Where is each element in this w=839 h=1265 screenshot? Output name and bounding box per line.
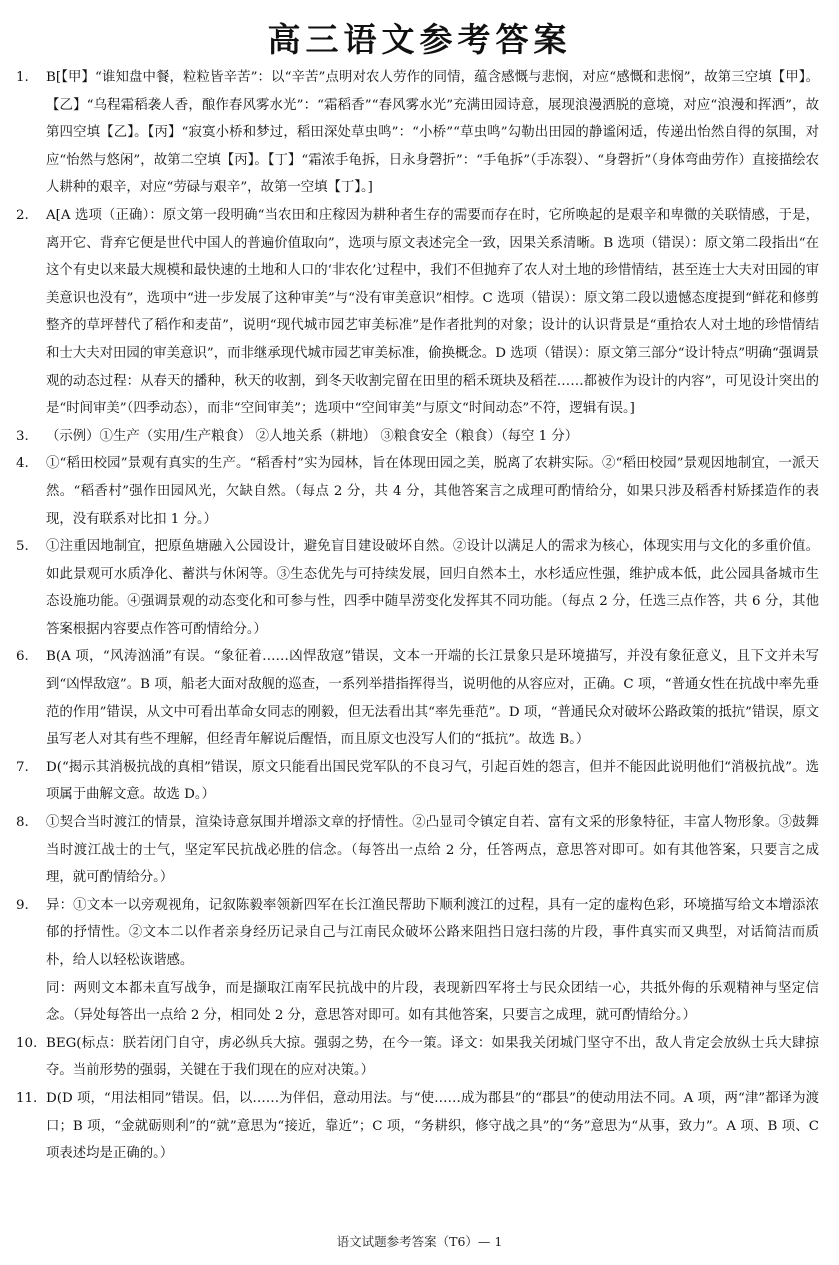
answer-text: BEG(标点：朕若闭门自守，虏必纵兵大掠。强弱之势，在今一策。译文：如果我关闭城门坚守不出，敌人肯定会放纵士兵大肆掠夺。当前形势的强弱，关键在于我们现在的应对决策。） [46, 1035, 819, 1079]
answer-item-4 [16, 450, 819, 533]
answer-text: 异：①文本一以旁观视角，记叙陈毅率领新四军在长江渔民帮助下顺利渡江的过程，具有一定的虚构色彩，环境描写给文本增添浓郁的抒情性。②文本二以作者亲身经历记录自己与江南民众破坏公路来阻挡日寇扫荡的片段，事件真实而又典型，对话简洁而质朴，给人以轻松诙谐感。 [46, 897, 819, 968]
answer-text: B[【甲】“谁知盘中餐，粒粒皆辛苦”：以“辛苦”点明对农人劳作的同情，蕴含感慨与悲悯，对应“感慨和悲悯”，故第三空填【甲】。【乙】“乌程霜稻袭人香，酿作春风雾水光”：“霜稻香”“春风雾水光”充满田园诗意，展现浪漫洒脱的意境，对应“浪漫和挥洒”，故第四空填【乙】。【丙】“寂寞小桥和梦过，稻田深处草虫鸣”：“小桥”“草虫鸣”勾勒出田园的静谧闲适，传递出怡然自得的氛围，对应“怡然与悠闲”，故第二空填【丙】。【丁】“霜浓手龟拆，日永身磬折”：“手龟拆”（手冻裂）、“身磬折”（身体弯曲劳作）直接描绘农人耕种的艰辛，对应“劳碌与艰辛”，故第一空填【丁】。] [46, 70, 819, 196]
answer-item-7 [16, 754, 819, 809]
answer-text: A[A 选项（正确）：原文第一段明确“当农田和庄稼因为耕种者生存的需要而存在时，它所唤起的是艰辛和卑微的关联情感，于是，离开它、背弃它便是世代中国人的普遍价值取向”，选项与原文表述完全一致，因果关系清晰。B 选项（错误）：原文第二段指出“在这个有史以来最大规模和最快速的土地和人口的‘非农化’过程中，我们不但抛弃了农人对土地的珍惜情结，甚至连士大夫对田园的审美意识也没有”，选项中“进一步发展了这种审美”与“没有审美意识”相悖。C 选项（错误）：原文第二段以遗憾态度提到“鲜花和修剪整齐的草坪替代了稻作和麦苗”，说明“现代城市园艺审美标准”是作者批判的对象；设计的认识背景是“重拾农人对土地的珍惜情结和士大夫对田园的审美意识”，而非继承现代城市园艺审美标准，偷换概念。D 选项（错误）：原文第三部分“设计特点”明确“强调景观的动态过程：从春天的播种，秋天的收割，到冬天收割完留在田里的稻禾斑块及稻茬……都被作为设计的内容”，可见设计突出的是“时间审美”（四季动态），而非“空间审美”；选项中“空间审美”与原文“时间动态”不符，逻辑有误。] [46, 207, 819, 417]
page-footer: 语文试题参考答案（T6）— 1 [336, 1234, 503, 1249]
answer-item-11 [16, 1085, 819, 1168]
answer-item-2 [16, 202, 819, 423]
answer-number: 2. [16, 207, 29, 223]
answer-text: ①注重因地制宜，把原鱼塘融入公园设计，避免盲目建设破坏自然。②设计以满足人的需求为核心，体现实用与文化的多重价值。如此景观可水质净化、蓄洪与休闲等。③生态优先与可持续发展，回归自然本土，水杉适应性强，维护成本低，此公园具备城市生态设施功能。④强调景观的动态变化和可参与性，四季中随旱涝变化发挥其不同功能。（每点 2 分，任选三点作答，共 6 分，其他答案根据内容要点作答可酌情给分。） [46, 539, 819, 637]
answer-text: D(D 项，“用法相同”错误。侣，以……为伴侣，意动用法。与“使……成为郡县”的“郡县”的使动用法不同。A 项，两“津”都译为渡口；B 项，“金就砺则利”的“就”意思为“接近，靠近”；C 项，“务耕织，修守战之具”的“务”意思为“从事，致力”。A 项、B 项、C 项表述均是正确的。） [46, 1090, 819, 1162]
answer-text: ①契合当时渡江的情景，渲染诗意氛围并增添文章的抒情性。②凸显司令镇定自若、富有文采的形象特征，丰富人物形象。③鼓舞当时渡江战士的士气，坚定军民抗战必胜的信念。（每答出一点给 2 分，任答两点，意思答对即可。如有其他答案，只要言之成理，就可酌情给分。） [46, 815, 819, 886]
answer-item-8 [16, 809, 819, 892]
answer-item-6 [16, 643, 819, 753]
answer-item-5 [16, 533, 819, 643]
answer-number: 11. [16, 1090, 38, 1106]
answer-number: 1. [16, 70, 29, 85]
answer-item-1 [16, 64, 819, 202]
answer-text: （示例）①生产（实用/生产粮食） ②人地关系（耕地） ③粮食安全（粮食）（每空 1 分） [46, 428, 579, 444]
answer-number: 4. [16, 456, 29, 472]
page-title: 高三语文参考答案 [267, 20, 572, 59]
answer-text-continued: 同：两则文本都未直写战争，而是撷取江南军民抗战中的片段，表现新四军将士与民众团结一心，共抵外侮的乐观精神与坚定信念。（异处每答出一点给 2 分，相同处 2 分，意思答对即可。如有其他答案，只要言之成理，就可酌情给分。） [46, 980, 819, 1024]
answer-number: 3. [16, 428, 29, 444]
answer-text: D(“揭示其消极抗战的真相”错误，原文只能看出国民党军队的不良习气，引起百姓的怨言，但并不能因此说明他们“消极抗战”。选项属于曲解文意。故选 D。） [46, 759, 819, 803]
answer-item-10 [16, 1030, 819, 1085]
answer-number: 7. [16, 759, 29, 775]
answer-number: 10. [16, 1035, 38, 1051]
answer-number: 8. [16, 815, 29, 831]
answer-list [16, 64, 819, 1168]
answer-text: B(A 项，“风涛汹涌”有误。“象征着……凶悍敌寇”错误，文本一开端的长江景象只是环境描写，并没有象征意义，且下文并未写到“凶悍敌寇”。B 项，船老大面对敌舰的巡查，一系列举措指挥得当，说明他的从容应对，正确。C 项，“普通女性在抗战中率先垂范的作用”错误，从文中可看出革命女同志的刚毅，但无法看出其“率先垂范”。D 项，“普通民众对破坏公路政策的抵抗”错误，原文虽写老人对其有些不理解，但经青年解说后醒悟，而且原文也没写人们的“抵抗”。故选 B。） [46, 649, 819, 748]
answer-item-9 [16, 892, 819, 1030]
answer-number: 6. [16, 649, 29, 665]
answer-item-3 [16, 423, 819, 451]
answer-number: 9. [16, 897, 29, 913]
answer-text: ①“稻田校园”景观有真实的生产。“稻香村”实为园林，旨在体现田园之美，脱离了农耕实际。②“稻田校园”景观因地制宜，一派天然。“稻香村”强作田园风光，欠缺自然。（每点 2 分，共 4 分，其他答案言之成理可酌情给分，如果只涉及稻香村矫揉造作的表现，没有联系对比扣 1 分。） [46, 456, 819, 527]
answer-number: 5. [16, 539, 29, 555]
